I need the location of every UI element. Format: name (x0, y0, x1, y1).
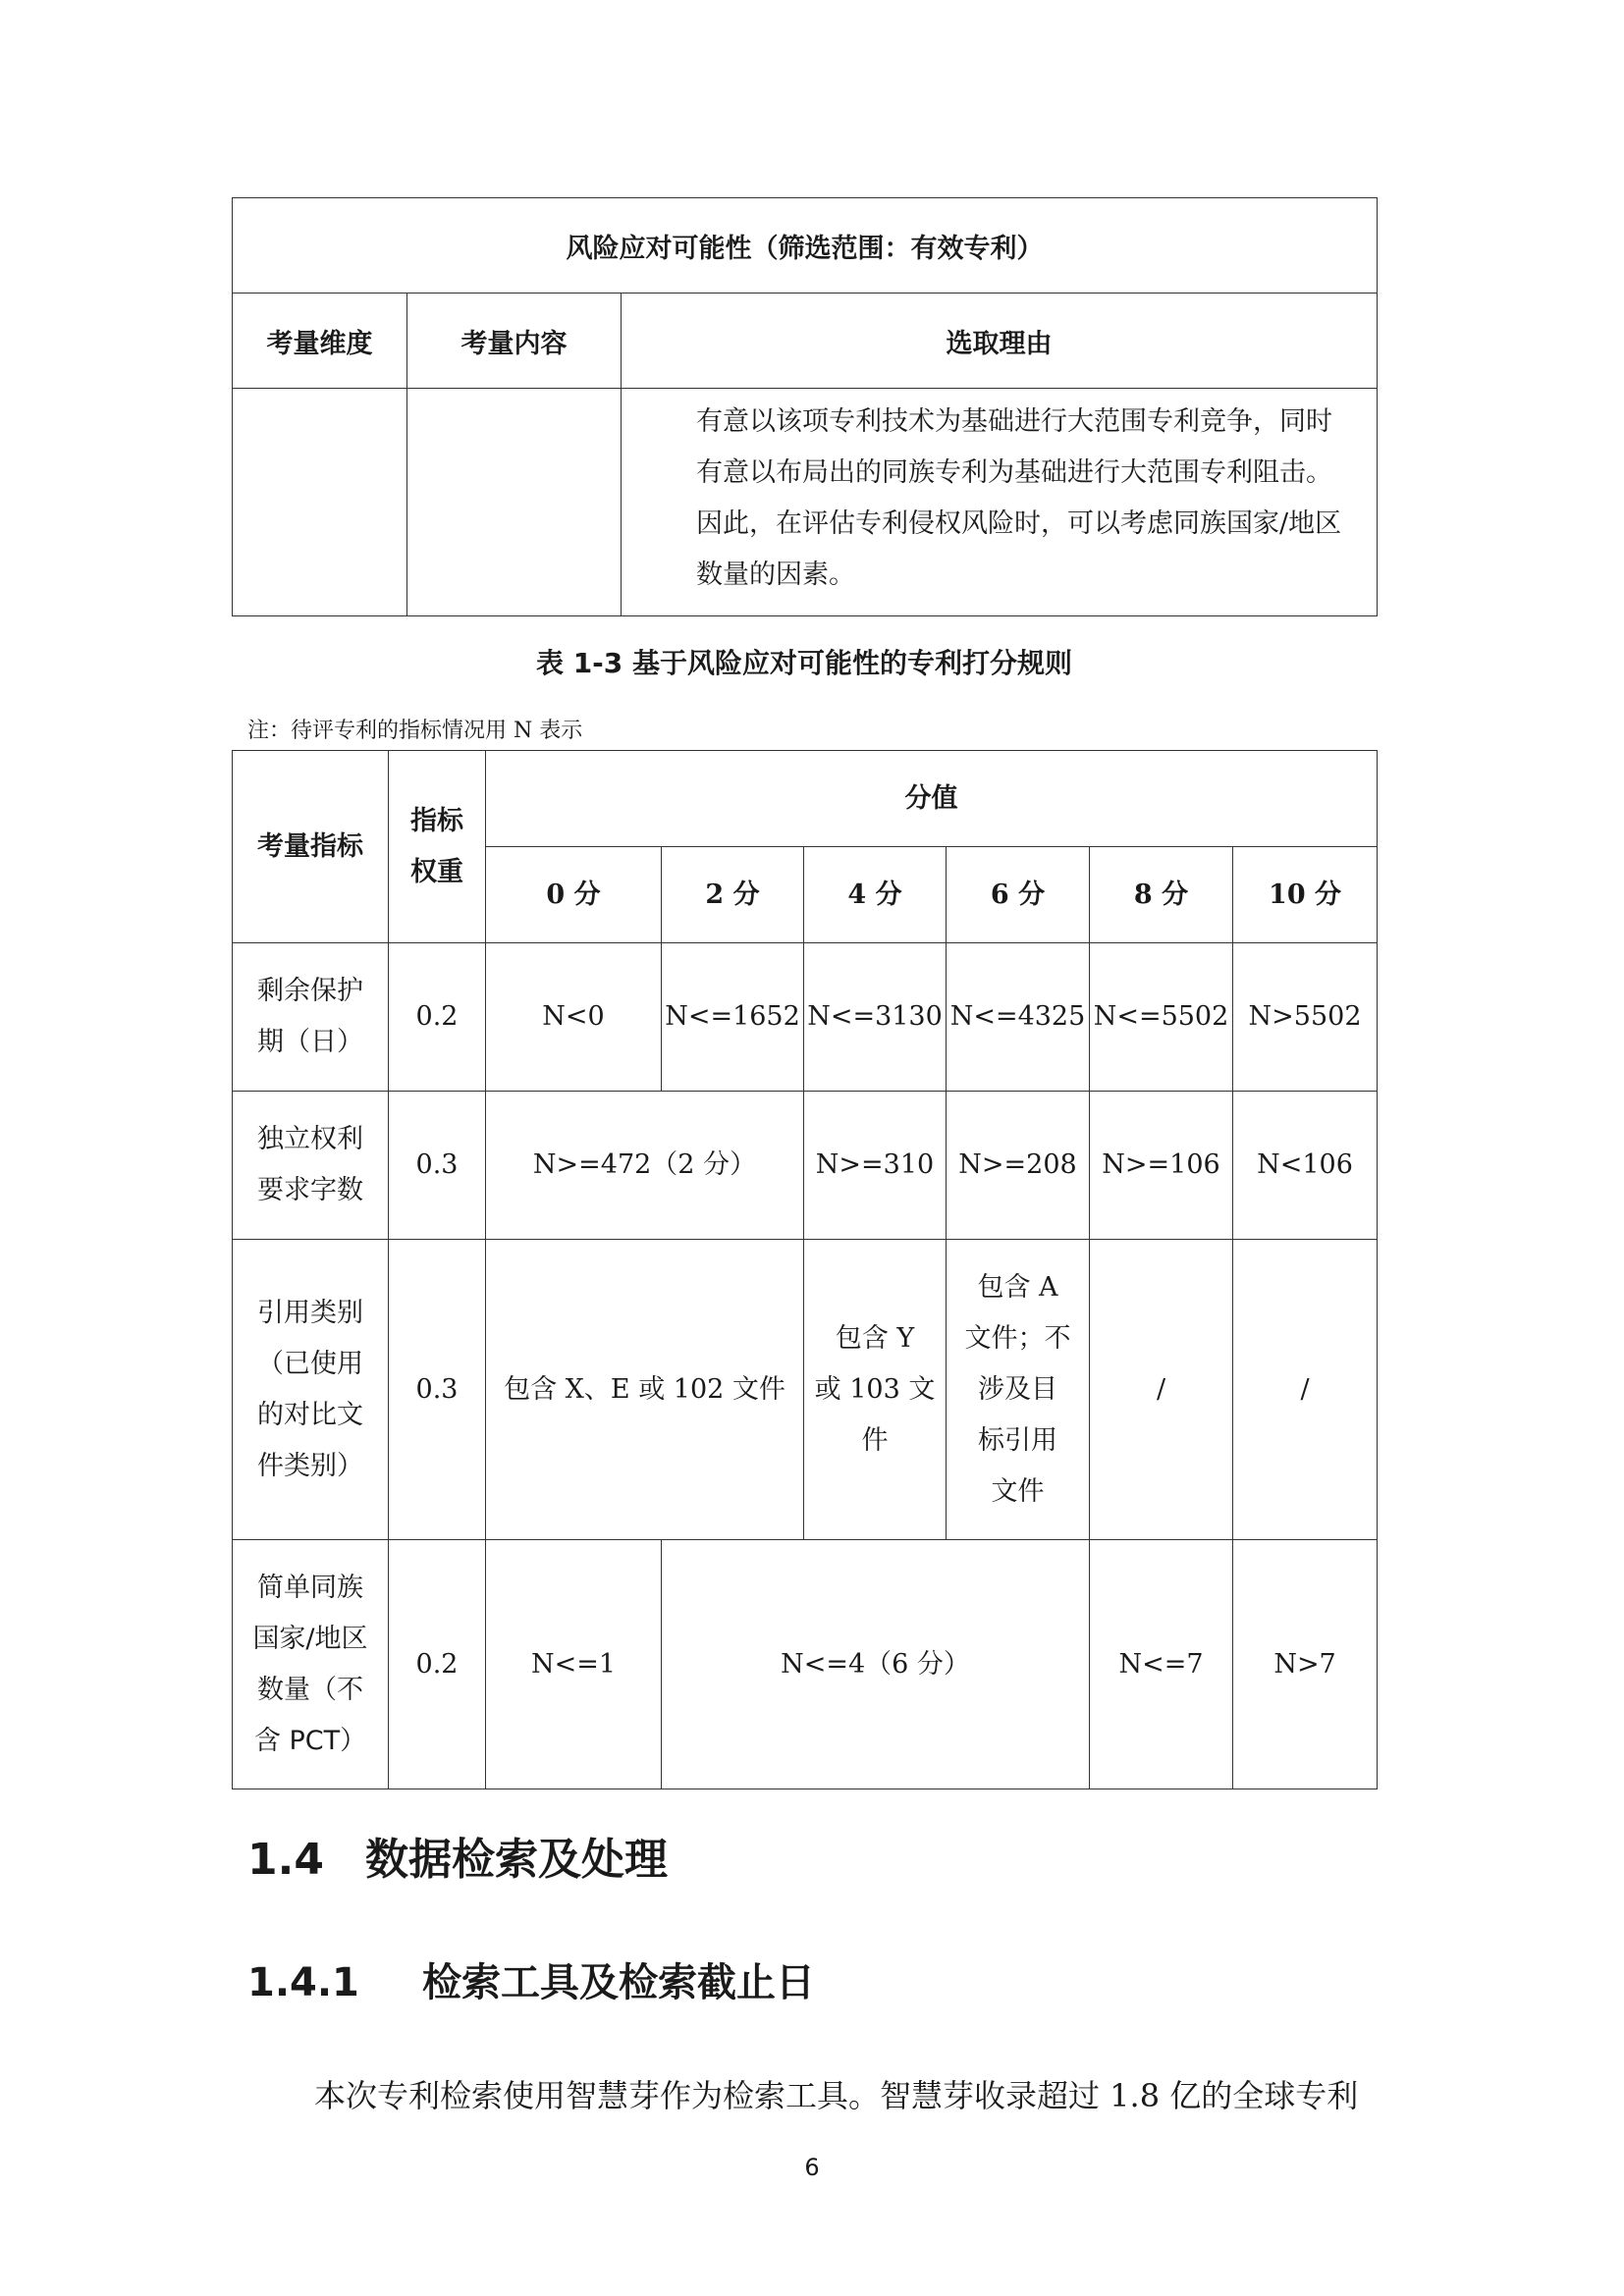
page-number: 6 (804, 2154, 820, 2181)
header-weight (389, 751, 486, 943)
value-cell: N<=1 (486, 1540, 662, 1789)
value-cell: N>=310 (804, 1092, 947, 1240)
value-cell: N>5502 (1233, 943, 1378, 1092)
header-dimension: 考量维度 (233, 294, 407, 389)
indicator-cell (233, 1240, 389, 1540)
header-weight-line: 指标 (410, 805, 463, 836)
subsection-number: 1.4.1 (247, 1960, 359, 2005)
score-10: 10 分 (1233, 847, 1378, 943)
value-cell-merged: N>=472（2 分） (486, 1092, 804, 1240)
weight-cell: 0.3 (389, 1092, 486, 1240)
value-cell-merged: 包含 X、E 或 102 文件 (486, 1240, 804, 1540)
value-cell: / (1090, 1240, 1233, 1540)
indicator-line: 件类别） (257, 1450, 363, 1481)
indicator-line: 的对比文 (257, 1399, 363, 1430)
value-cell: N>=106 (1090, 1092, 1233, 1240)
table-title: 风险应对可能性（筛选范围：有效专利） (233, 198, 1378, 294)
indicator-line: 国家/地区 (252, 1623, 368, 1654)
indicator-line: 引用类别 (257, 1297, 363, 1328)
score-4: 4 分 (804, 847, 947, 943)
indicator-line: 含 PCT） (253, 1725, 367, 1756)
table-note: 注：待评专利的指标情况用 N 表示 (247, 719, 583, 743)
indicator-line: 简单同族 (257, 1572, 363, 1603)
header-reason: 选取理由 (622, 294, 1378, 389)
content-cell (407, 389, 622, 616)
weight-cell: 0.2 (389, 943, 486, 1092)
scoring-rules-table (232, 750, 1378, 1789)
risk-criteria-table (232, 197, 1378, 616)
indicator-line: 数量（不 (257, 1674, 363, 1705)
score-2: 2 分 (662, 847, 804, 943)
reason-line: 有意以该项专利技术为基础进行大范围专利竞争，同时 (696, 406, 1332, 437)
header-indicator: 考量指标 (233, 751, 389, 943)
value-line: 涉及目 (978, 1373, 1057, 1405)
header-weight-line: 权重 (410, 856, 463, 887)
dimension-cell (233, 389, 407, 616)
indicator-cell (233, 1092, 389, 1240)
value-cell: / (1233, 1240, 1378, 1540)
table-row (233, 1540, 1378, 1789)
value-cell: N>=208 (947, 1092, 1090, 1240)
indicator-line: 期（日） (257, 1027, 363, 1057)
value-cell: N<=4325 (947, 943, 1090, 1092)
value-line: 标引用 (978, 1424, 1057, 1456)
value-line: 包含 Y (835, 1322, 915, 1354)
value-cell: N<=5502 (1090, 943, 1233, 1092)
reason-cell (622, 389, 1378, 616)
value-cell: N<106 (1233, 1092, 1378, 1240)
table-row (233, 1240, 1378, 1540)
section-title: 数据检索及处理 (365, 1835, 668, 1885)
header-content: 考量内容 (407, 294, 622, 389)
section-heading (247, 1824, 668, 1887)
value-line: 件 (861, 1424, 889, 1456)
weight-cell: 0.3 (389, 1240, 486, 1540)
reason-line: 数量的因素。 (696, 560, 855, 590)
value-cell (947, 1240, 1090, 1540)
indicator-cell (233, 1540, 389, 1789)
value-cell-merged: N<=4（6 分） (662, 1540, 1090, 1789)
indicator-cell (233, 943, 389, 1092)
header-score: 分值 (486, 751, 1378, 847)
reason-line: 因此，在评估专利侵权风险时，可以考虑同族国家/地区 (696, 508, 1342, 539)
indicator-line: （已使用 (257, 1348, 363, 1379)
value-cell (804, 1240, 947, 1540)
indicator-line: 要求字数 (257, 1175, 363, 1205)
score-8: 8 分 (1090, 847, 1233, 943)
subsection-title: 检索工具及检索截止日 (422, 1960, 815, 2005)
value-cell: N<=1652 (662, 943, 804, 1092)
value-cell: N<=7 (1090, 1540, 1233, 1789)
score-0: 0 分 (486, 847, 662, 943)
section-number: 1.4 (247, 1835, 324, 1885)
table-caption: 表 1-3 基于风险应对可能性的专利打分规则 (535, 647, 1073, 679)
value-line: 文件；不 (964, 1322, 1071, 1354)
reason-line: 有意以布局出的同族专利为基础进行大范围专利阻击。 (696, 457, 1332, 488)
value-cell: N<=3130 (804, 943, 947, 1092)
value-line: 文件 (991, 1475, 1045, 1507)
weight-cell: 0.2 (389, 1540, 486, 1789)
score-6: 6 分 (947, 847, 1090, 943)
indicator-line: 剩余保护 (257, 976, 363, 1006)
table-row (233, 1092, 1378, 1240)
indicator-line: 独立权利 (257, 1124, 363, 1154)
value-line: 包含 A (977, 1271, 1058, 1303)
body-paragraph: 本次专利检索使用智慧芽作为检索工具。智慧芽收录超过 1.8 亿的全球专利 (314, 2077, 1359, 2114)
value-cell: N<0 (486, 943, 662, 1092)
value-cell: N>7 (1233, 1540, 1378, 1789)
value-line: 或 103 文 (814, 1373, 936, 1405)
table-row (233, 943, 1378, 1092)
subsection-heading (247, 1951, 815, 2007)
